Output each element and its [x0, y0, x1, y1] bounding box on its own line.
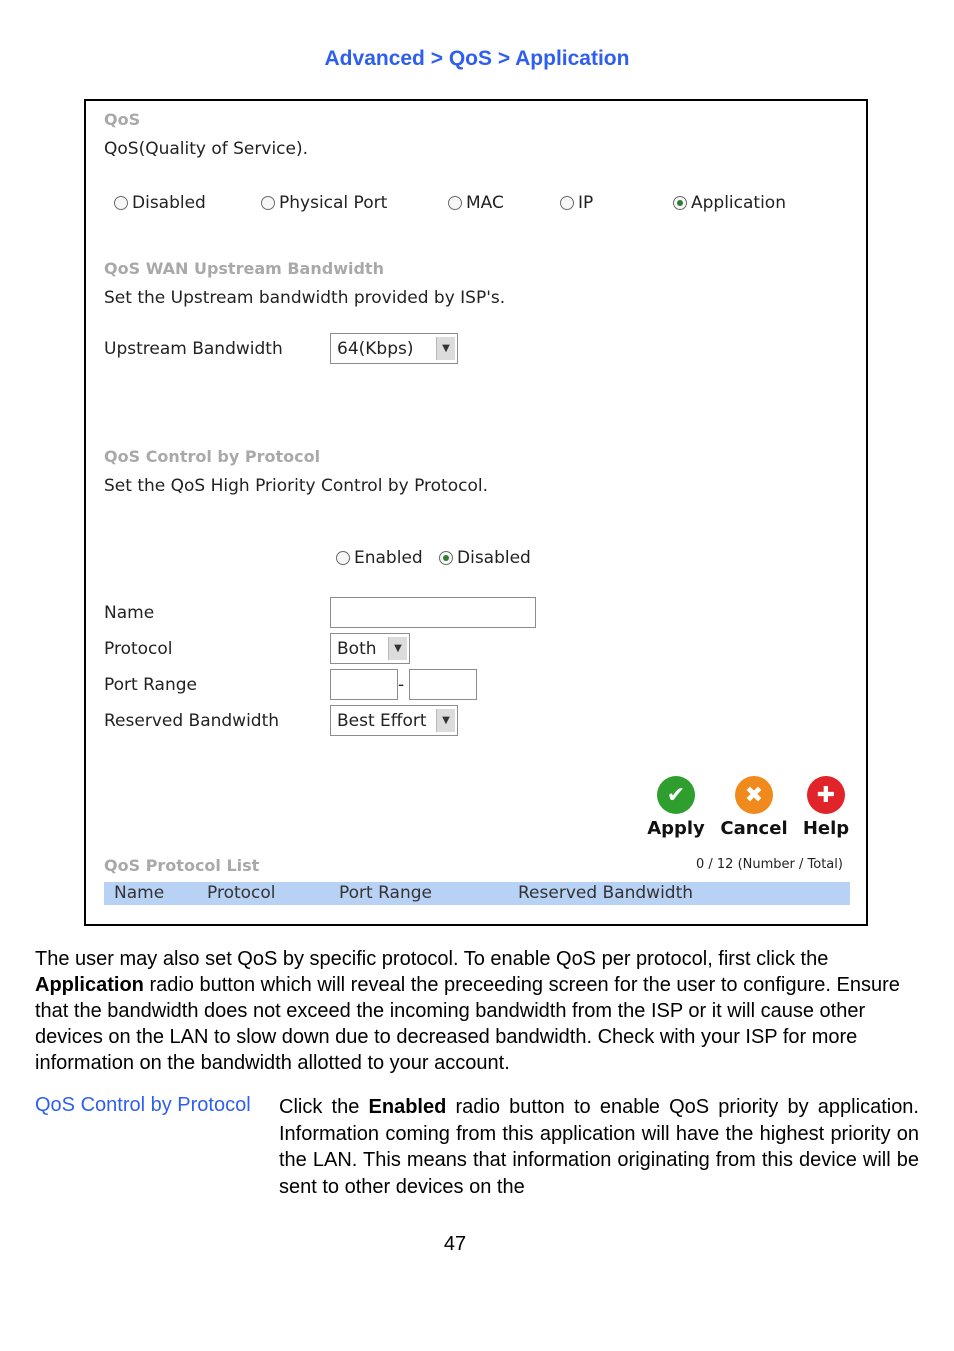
definition-term: QoS Control by Protocol — [35, 1094, 251, 1116]
column-protocol: Protocol — [207, 883, 276, 903]
qos-subtitle: QoS(Quality of Service). — [104, 139, 309, 159]
radio-dot-selected-icon — [673, 196, 687, 210]
wan-section-title: QoS WAN Upstream Bandwidth — [104, 259, 384, 278]
protocol-subtitle: Set the QoS High Priority Control by Protocol. — [104, 476, 489, 496]
chevron-down-icon: ▼ — [388, 637, 407, 660]
help-button[interactable]: ✚ Help — [791, 776, 861, 839]
protocol-list-count: 0 / 12 (Number / Total) — [696, 857, 843, 872]
column-name: Name — [114, 883, 165, 903]
qos-section-title: QoS — [104, 110, 141, 129]
port-range-separator: - — [398, 675, 405, 695]
protocol-select[interactable]: Both ▼ — [330, 633, 410, 664]
radio-mode-application[interactable]: Application — [673, 193, 786, 213]
name-input[interactable] — [330, 597, 536, 628]
protocol-section-title: QoS Control by Protocol — [104, 447, 321, 466]
apply-button[interactable]: ✔ Apply — [641, 776, 711, 839]
radio-mode-disabled[interactable]: Disabled — [114, 193, 206, 213]
radio-dot-selected-icon — [439, 551, 453, 565]
wan-subtitle: Set the Upstream bandwidth provided by ISP's. — [104, 288, 506, 308]
checkmark-icon: ✔ — [657, 776, 695, 814]
name-label: Name — [104, 603, 155, 623]
radio-dot-icon — [448, 196, 462, 210]
protocol-list-title: QoS Protocol List — [104, 856, 260, 875]
protocol-label: Protocol — [104, 639, 173, 659]
chevron-down-icon: ▼ — [436, 337, 455, 360]
radio-mode-physical-port[interactable]: Physical Port — [261, 193, 387, 213]
close-icon: ✖ — [735, 776, 773, 814]
radio-mode-ip[interactable]: IP — [560, 193, 593, 213]
radio-dot-icon — [114, 196, 128, 210]
port-range-start-input[interactable] — [330, 669, 398, 700]
reserved-bandwidth-label: Reserved Bandwidth — [104, 711, 280, 731]
radio-protocol-disabled[interactable]: Disabled — [439, 548, 531, 568]
upstream-bandwidth-label: Upstream Bandwidth — [104, 339, 283, 359]
plus-icon: ✚ — [807, 776, 845, 814]
router-screenshot — [84, 99, 868, 926]
column-port-range: Port Range — [339, 883, 432, 903]
cancel-button[interactable]: ✖ Cancel — [719, 776, 789, 839]
definition-description: Click the Enabled radio button to enable QoS priority by application. Information coming from this application will have the highest priority on the LAN. This means that information originating from this device will be sent to other devices on the — [279, 1096, 919, 1198]
port-range-label: Port Range — [104, 675, 197, 695]
protocol-list-header — [104, 882, 850, 905]
page-heading: Advanced > QoS > Application — [324, 47, 630, 70]
radio-protocol-enabled[interactable]: Enabled — [336, 548, 423, 568]
radio-dot-icon — [261, 196, 275, 210]
chevron-down-icon: ▼ — [436, 709, 455, 732]
radio-dot-icon — [560, 196, 574, 210]
reserved-bandwidth-select[interactable]: Best Effort ▼ — [330, 705, 458, 736]
page-number: 47 — [443, 1233, 467, 1255]
column-reserved-bandwidth: Reserved Bandwidth — [518, 883, 694, 903]
radio-mode-mac[interactable]: MAC — [448, 193, 504, 213]
intro-paragraph: The user may also set QoS by specific protocol. To enable QoS per protocol, first click the Application radio button which will reveal the preceeding screen for the user to configure. Ensure that the bandwidth does not exceed the incoming bandwidth from the ISP or it will cause other devices on the LAN to slow down due to decreased bandwidth. Check with your ISP for more information on the bandwidth allotted to your account. — [35, 948, 900, 1074]
port-range-end-input[interactable] — [409, 669, 477, 700]
radio-dot-icon — [336, 551, 350, 565]
upstream-bandwidth-select[interactable]: 64(Kbps) ▼ — [330, 333, 458, 364]
